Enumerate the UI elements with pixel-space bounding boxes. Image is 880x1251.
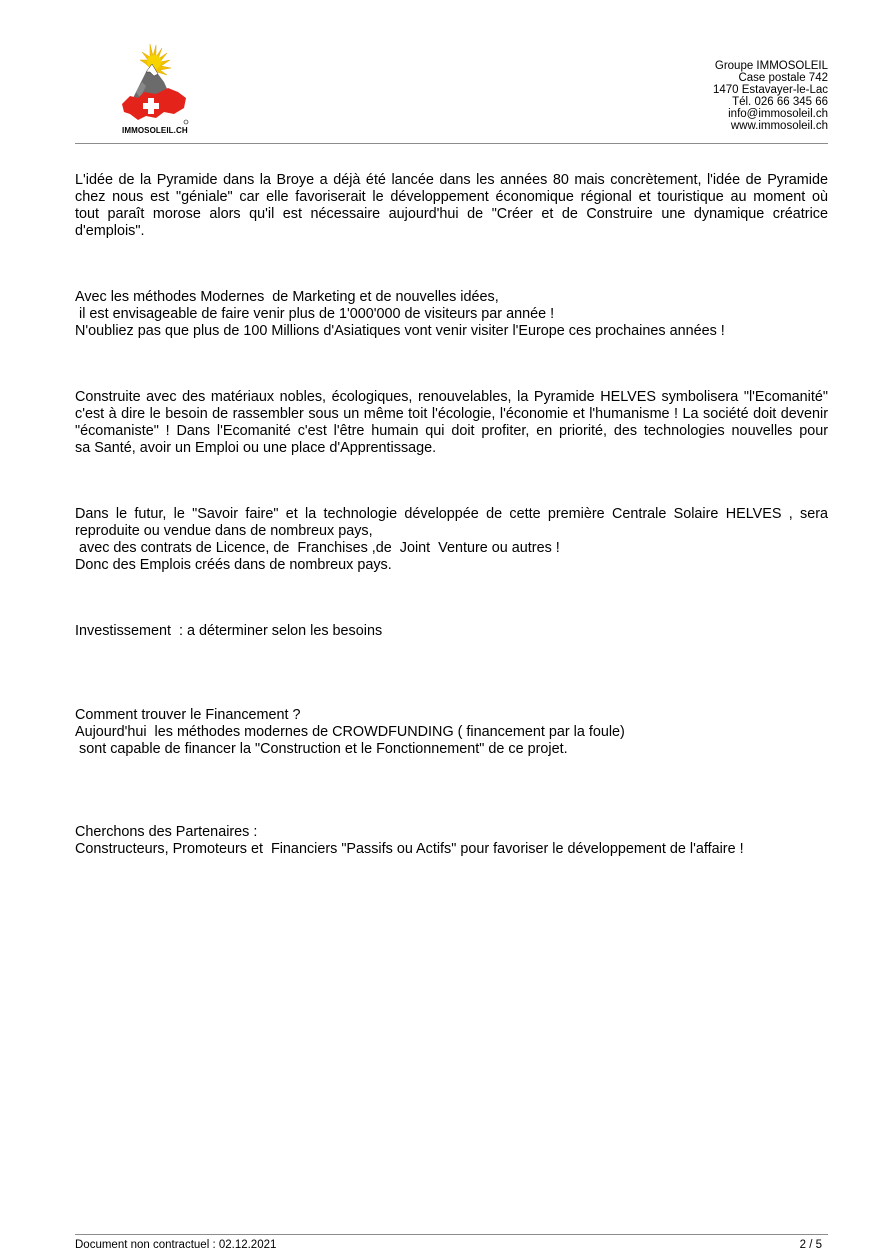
footer-disclaimer: Document non contractuel : 02.12.2021 bbox=[75, 1239, 277, 1251]
logo-text: IMMOSOLEIL.CH bbox=[122, 126, 188, 135]
text-line: Donc des Emplois créés dans de nombreux pays. bbox=[75, 557, 392, 573]
sun-mountain-swiss-logo-icon bbox=[112, 42, 198, 126]
website-link[interactable]: www.immosoleil.ch bbox=[730, 120, 828, 132]
paragraph-investissement bbox=[75, 623, 828, 640]
postal-box: Case postale 742 bbox=[738, 72, 828, 84]
text-line: avec des contrats de Licence, de Franchises ,de Joint Venture ou autres ! bbox=[75, 540, 560, 556]
text-line: c'est à dire le besoin de rassembler sous un même toit l'écologie, l'économie et l'humanisme ! La société doit devenir bbox=[75, 406, 828, 422]
text-line: sa Santé, avoir un Emploi ou une place d'Apprentissage. bbox=[75, 440, 437, 456]
paragraph-ecomanite bbox=[75, 389, 828, 457]
footer-divider bbox=[75, 1234, 828, 1235]
paragraph-pyramide-idea bbox=[75, 172, 828, 240]
text-line: Aujourd'hui les méthodes modernes de CROWDFUNDING ( financement par la foule) bbox=[75, 724, 625, 740]
paragraph-future bbox=[75, 506, 828, 574]
text-line: sont capable de financer la "Construction et le Fonctionnement" de ce projet. bbox=[75, 741, 568, 757]
paragraph-partenaires bbox=[75, 824, 828, 858]
text-line: chez nous est "géniale" car elle favoriserait le développement économique régional et touristique au moment où bbox=[75, 189, 828, 205]
text-line: Construite avec des matériaux nobles, écologiques, renouvelables, la Pyramide HELVES symbolisera "l'Ecomanité" bbox=[75, 389, 828, 405]
text-line: reproduite ou vendue dans de nombreux pays, bbox=[75, 523, 373, 539]
text-line: "écomaniste" ! Dans l'Ecomanité c'est l'être humain qui doit profiter, en priorité, des technologies nouvelles pour bbox=[75, 423, 828, 439]
header-divider bbox=[75, 143, 828, 144]
text-line: Dans le futur, le "Savoir faire" et la technologie développée de cette première Centrale Solaire HELVES , sera bbox=[75, 506, 828, 522]
email-link[interactable]: info@immosoleil.ch bbox=[728, 108, 828, 120]
text-line: L'idée de la Pyramide dans la Broye a déjà été lancée dans les années 80 mais concrètement, l'idée de Pyramide bbox=[75, 172, 828, 188]
text-line: Avec les méthodes Modernes de Marketing et de nouvelles idées, bbox=[75, 289, 499, 305]
paragraph-financement bbox=[75, 707, 828, 758]
company-name: Groupe IMMOSOLEIL bbox=[714, 60, 828, 72]
contact-block bbox=[713, 60, 828, 132]
immosoleil-logo bbox=[112, 42, 198, 140]
text-line: Comment trouver le Financement ? bbox=[75, 707, 301, 723]
text-line: Constructeurs, Promoteurs et Financiers "Passifs ou Actifs" pour favoriser le développement de l'affaire ! bbox=[75, 841, 744, 857]
text-line: d'emplois". bbox=[75, 223, 145, 239]
text-line: Cherchons des Partenaires : bbox=[75, 824, 258, 840]
text-line: N'oubliez pas que plus de 100 Millions d'Asiatiques vont venir visiter l'Europe ces prochaines années ! bbox=[75, 323, 725, 339]
text-line: Investissement : a déterminer selon les besoins bbox=[75, 623, 383, 639]
phone: Tél. 026 66 345 66 bbox=[732, 96, 828, 108]
paragraph-marketing bbox=[75, 289, 828, 340]
city: 1470 Estavayer-le-Lac bbox=[712, 84, 828, 96]
text-line: il est envisageable de faire venir plus de 1'000'000 de visiteurs par année ! bbox=[75, 306, 555, 322]
page-number: 2 / 5 bbox=[799, 1239, 822, 1251]
text-line: tout paraît morose alors qu'il est nécessaire aujourd'hui de "Créer et de Construire une dynamique créatrice bbox=[75, 206, 828, 222]
